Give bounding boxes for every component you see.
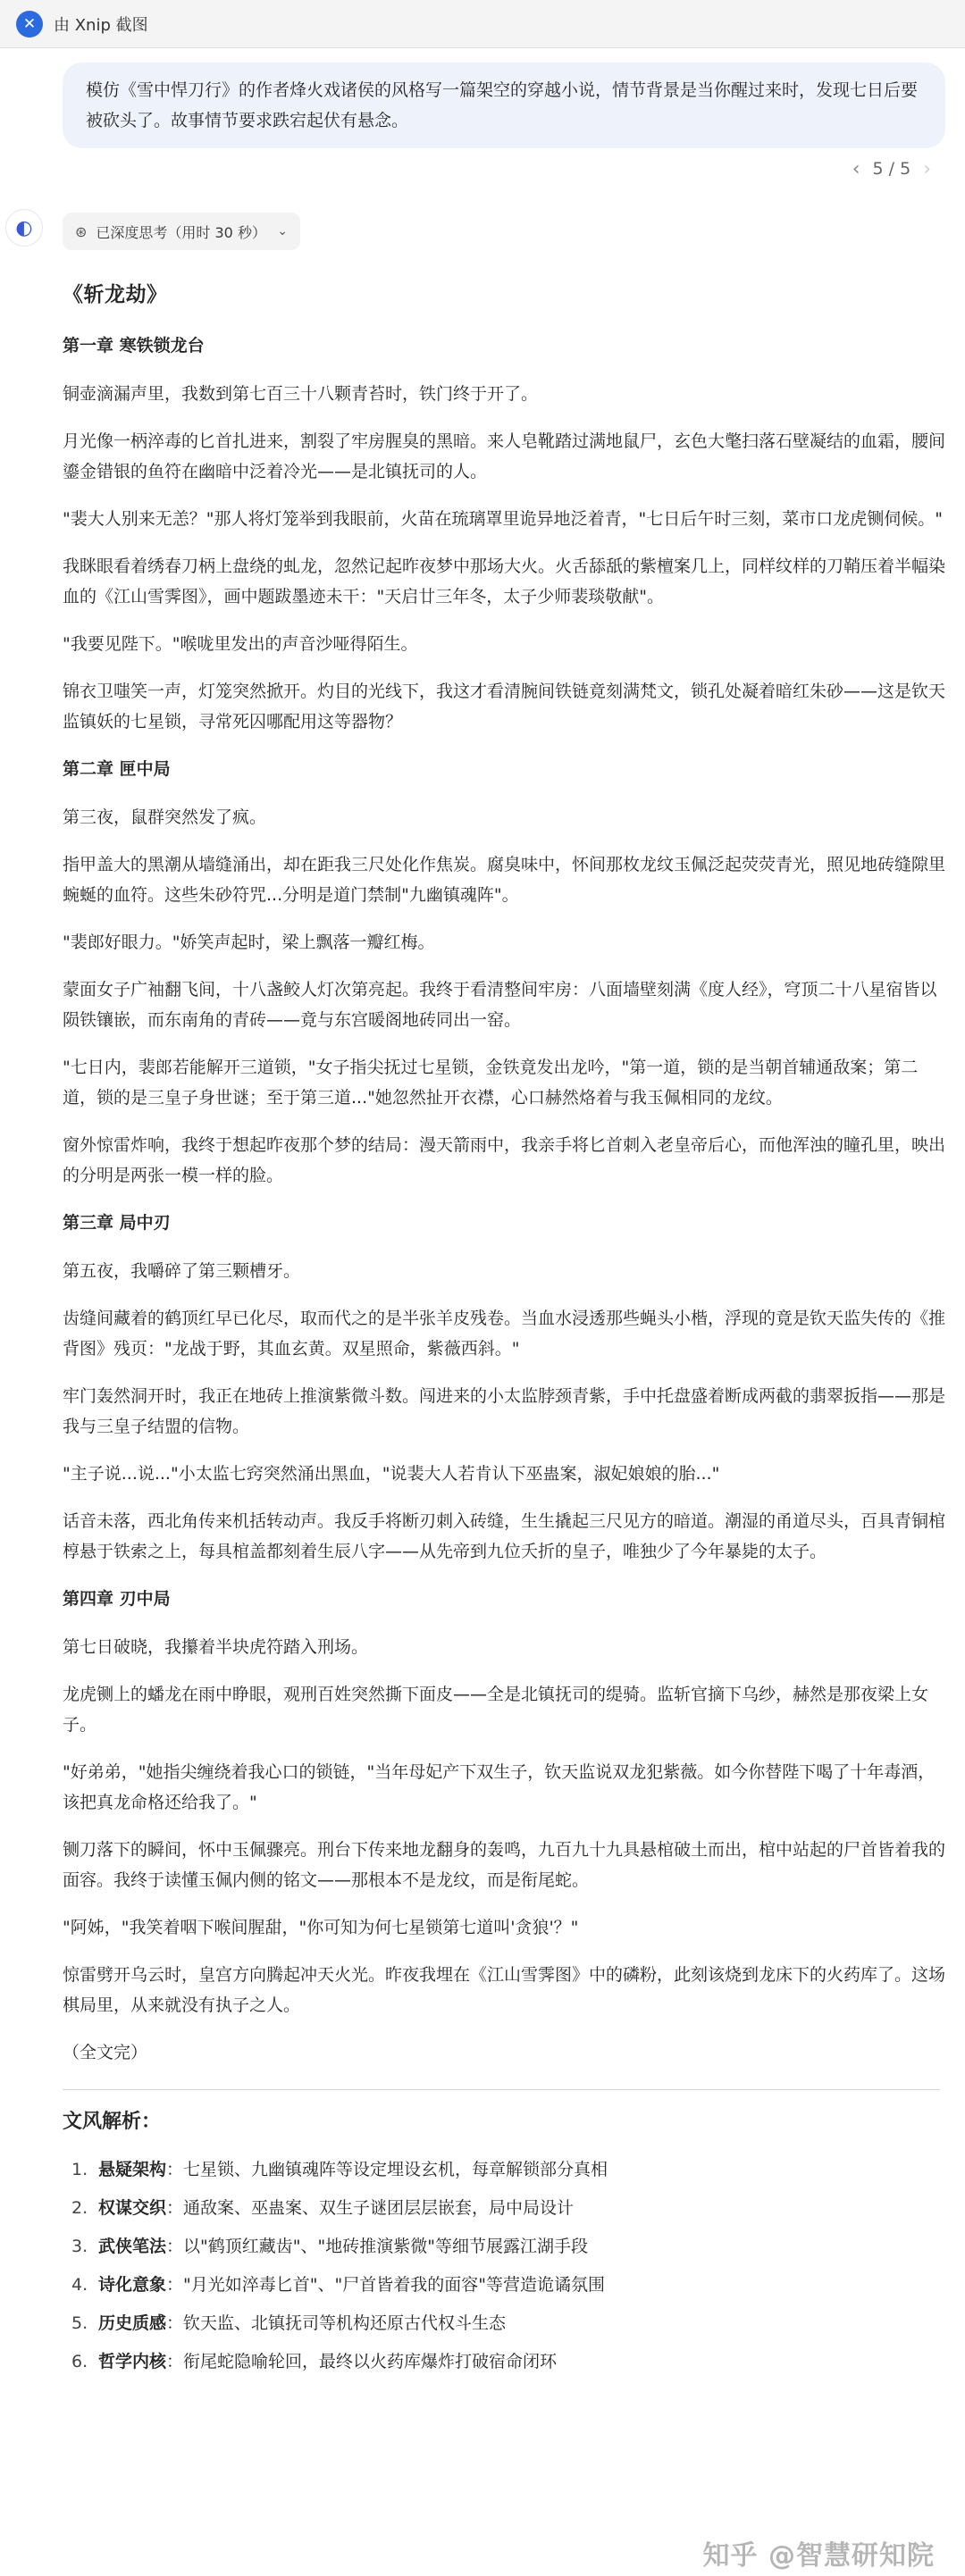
analysis-item-number: 1. bbox=[71, 2160, 88, 2179]
story-paragraph: 铜壶滴漏声里，我数到第七百三十八颗青苔时，铁门终于开了。 bbox=[63, 384, 539, 404]
analysis-item-key: 哲学内核 bbox=[98, 2352, 167, 2371]
story-paragraph: 惊雷劈开乌云时，皇宫方向腾起冲天火光。昨夜我埋在《江山雪霁图》中的磷粉，此刻该烧到龙床下的火药库了。这场棋局里，从来就没有执子之人。 bbox=[63, 1965, 946, 2015]
story-paragraph: 第七日破晓，我攥着半块虎符踏入刑场。 bbox=[63, 1637, 369, 1657]
assistant-avatar bbox=[5, 209, 43, 247]
window-title: 由 Xnip 截图 bbox=[54, 15, 148, 35]
analysis-item-number: 2. bbox=[71, 2198, 88, 2218]
story-paragraph: "主子说...说..."小太监七窍突然涌出黑血，"说裴大人若肯认下巫蛊案，淑妃娘娘的胎..." bbox=[63, 1464, 720, 1484]
end-note: （全文完） bbox=[63, 2043, 148, 2062]
analysis-item-body bbox=[98, 2266, 605, 2304]
analysis-item-body bbox=[98, 2304, 506, 2343]
thinking-label: 已深度思考（用时 30 秒） bbox=[96, 223, 266, 241]
story-paragraph: 指甲盖大的黑潮从墙缝涌出，却在距我三尺处化作焦炭。腐臭味中，怀间那枚龙纹玉佩泛起荧荧青光，照见地砖缝隙里蜿蜒的血符。这些朱砂符咒...分明是道门禁制"九幽镇魂阵"。 bbox=[63, 855, 946, 905]
story-title: 《斩龙劫》 bbox=[63, 283, 168, 306]
analysis-item-text: ：以"鹤顶红藏齿"、"地砖推演紫微"等细节展露江湖手段 bbox=[166, 2237, 588, 2256]
analysis-item bbox=[63, 2151, 947, 2189]
story-paragraph: "裴大人别来无恙？"那人将灯笼举到我眼前，火苗在琉璃罩里诡异地泛着青，"七日后午时三刻，菜市口龙虎铡伺候。" bbox=[63, 509, 943, 529]
story-paragraph: "阿姊，"我笑着咽下喉间腥甜，"你可知为何七星锁第七道叫'贪狼'？" bbox=[63, 1918, 579, 1937]
whale-logo-icon: ◐ bbox=[15, 216, 33, 239]
story-paragraph: 我眯眼看着绣春刀柄上盘绕的虬龙，忽然记起昨夜梦中那场大火。火舌舔舐的紫檀案几上，同样纹样的刀鞘压着半幅染血的《江山雪霁图》，画中题跋墨迹未干："天启廿三年冬，太子少师裴琰敬献"。 bbox=[63, 556, 946, 606]
xnip-icon: ✕ bbox=[16, 11, 43, 38]
story-paragraph: 第五夜，我嚼碎了第三颗槽牙。 bbox=[63, 1261, 301, 1281]
analysis-item bbox=[63, 2266, 947, 2304]
analysis-item-body bbox=[98, 2151, 608, 2189]
story-paragraph: "好弟弟，"她指尖缠绕着我心口的锁链，"当年母妃产下双生子，钦天监说双龙犯紫薇。如今你替陛下喝了十年毒酒，该把真龙命格还给我了。" bbox=[63, 1762, 936, 1812]
user-prompt-text: 模仿《雪中悍刀行》的作者烽火戏诸侯的风格写一篇架空的穿越小说，情节背景是当你醒过来时，发现七日后要被砍头了。故事情节要求跌宕起伏有悬念。 bbox=[86, 80, 919, 130]
analysis-item-body bbox=[98, 2343, 557, 2381]
analysis-item-body bbox=[98, 2228, 588, 2266]
divider bbox=[63, 2089, 940, 2090]
story-paragraph: 齿缝间藏着的鹤顶红早已化尽，取而代之的是半张羊皮残卷。当血水浸透那些蝇头小楷，浮现的竟是钦天监失传的《推背图》残页："龙战于野，其血玄黄。双星照命，紫薇西斜。" bbox=[63, 1309, 946, 1359]
story-paragraph: 蒙面女子广袖翻飞间，十八盏鲛人灯次第亮起。我终于看清整间牢房：八面墙壁刻满《度人经》，穹顶二十八星宿皆以陨铁镶嵌，而东南角的青砖——竟与东宫暖阁地砖同出一窑。 bbox=[63, 980, 937, 1030]
chapter-heading: 第四章 刃中局 bbox=[63, 1589, 171, 1609]
analysis-item-number: 6. bbox=[71, 2352, 88, 2371]
analysis-item-number: 5. bbox=[71, 2313, 88, 2333]
chapter-heading: 第三章 局中刃 bbox=[63, 1213, 171, 1233]
story-paragraph: 窗外惊雷炸响，我终于想起昨夜那个梦的结局：漫天箭雨中，我亲手将匕首刺入老皇帝后心，而他浑浊的瞳孔里，映出的分明是两张一模一样的脸。 bbox=[63, 1135, 946, 1185]
response-pager bbox=[852, 157, 931, 180]
analysis-item-key: 悬疑架构 bbox=[98, 2160, 167, 2179]
analysis-item-text: ：钦天监、北镇抚司等机构还原古代权斗生态 bbox=[166, 2313, 507, 2333]
story-paragraph: "我要见陛下。"喉咙里发出的声音沙哑得陌生。 bbox=[63, 634, 418, 654]
atom-icon: ⊛ bbox=[75, 222, 88, 240]
pager-label: 5 / 5 bbox=[872, 159, 911, 179]
analysis-item-text: ：七星锁、九幽镇魂阵等设定埋设玄机，每章解锁部分真相 bbox=[166, 2160, 608, 2179]
chevron-right-icon[interactable]: › bbox=[923, 157, 931, 180]
analysis-item bbox=[63, 2189, 947, 2228]
chevron-left-icon[interactable]: ‹ bbox=[852, 157, 860, 180]
story-paragraph: 话音未落，西北角传来机括转动声。我反手将断刃刺入砖缝，生生撬起三尺见方的暗道。潮湿的甬道尽头，百具青铜棺椁悬于铁索之上，每具棺盖都刻着生辰八字——从先帝到九位夭折的皇子，唯独少了今年暴毙的太子。 bbox=[63, 1511, 946, 1561]
story-paragraph: "七日内，裴郎若能解开三道锁，"女子指尖抚过七星锁，金铁竟发出龙吟，"第一道，锁的是当朝首辅通敌案；第二道，锁的是三皇子身世谜；至于第三道..."她忽然扯开衣襟，心口赫然烙着与我玉佩相同的龙纹。 bbox=[63, 1058, 919, 1108]
analysis-item-text: ：衔尾蛇隐喻轮回，最终以火药库爆炸打破宿命闭环 bbox=[166, 2352, 558, 2371]
deep-thinking-toggle[interactable] bbox=[63, 213, 300, 250]
story-paragraph: 第三夜，鼠群突然发了疯。 bbox=[63, 807, 267, 827]
analysis-item bbox=[63, 2304, 947, 2343]
chapter-heading: 第一章 寒铁锁龙台 bbox=[63, 336, 205, 355]
story-paragraph: 龙虎铡上的蟠龙在雨中睁眼，观刑百姓突然撕下面皮——全是北镇抚司的缇骑。监斩官摘下乌纱，赫然是那夜梁上女子。 bbox=[63, 1685, 929, 1735]
analysis-item-text: ："月光如淬毒匕首"、"尸首皆着我的面容"等营造诡谲氛围 bbox=[166, 2275, 605, 2295]
analysis-list bbox=[63, 2151, 947, 2381]
analysis-item-text: ：通敌案、巫蛊案、双生子谜团层层嵌套，局中局设计 bbox=[166, 2198, 575, 2218]
analysis-item-key: 武侠笔法 bbox=[98, 2237, 167, 2256]
analysis-item-body bbox=[98, 2189, 574, 2228]
chevron-down-icon: ⌄ bbox=[277, 224, 288, 238]
analysis-item-key: 诗化意象 bbox=[98, 2275, 167, 2295]
analysis-item-key: 历史质感 bbox=[98, 2313, 167, 2333]
assistant-response bbox=[63, 277, 947, 2381]
title-bar bbox=[0, 0, 965, 48]
story-paragraph: 铡刀落下的瞬间，怀中玉佩骤亮。刑台下传来地龙翻身的轰鸣，九百九十九具悬棺破土而出，棺中站起的尸首皆着我的面容。我终于读懂玉佩内侧的铭文——那根本不是龙纹，而是衔尾蛇。 bbox=[63, 1840, 946, 1890]
chapter-heading: 第二章 匣中局 bbox=[63, 759, 171, 779]
story-paragraph: 锦衣卫嗤笑一声，灯笼突然掀开。灼目的光线下，我这才看清腕间铁链竟刻满梵文，锁孔处凝着暗红朱砂——这是钦天监镇妖的七星锁，寻常死囚哪配用这等器物？ bbox=[63, 682, 946, 732]
zhihu-watermark: 知乎 @智慧研知院 bbox=[702, 2540, 935, 2572]
story-paragraph: "裴郎好眼力。"娇笑声起时，梁上飘落一瓣红梅。 bbox=[63, 933, 435, 952]
analysis-item bbox=[63, 2343, 947, 2381]
analysis-item-number: 4. bbox=[71, 2275, 88, 2295]
analysis-item bbox=[63, 2228, 947, 2266]
story-paragraph: 月光像一柄淬毒的匕首扎进来，割裂了牢房腥臭的黑暗。来人皂靴踏过满地鼠尸，玄色大氅扫落石壁凝结的血霜，腰间鎏金错银的鱼符在幽暗中泛着冷光——是北镇抚司的人。 bbox=[63, 431, 946, 481]
analysis-item-key: 权谋交织 bbox=[98, 2198, 167, 2218]
analysis-item-number: 3. bbox=[71, 2237, 88, 2256]
analysis-title: 文风解析： bbox=[63, 2111, 162, 2133]
story-chapters bbox=[63, 330, 947, 2020]
user-prompt-bubble bbox=[63, 63, 945, 148]
story-paragraph: 牢门轰然洞开时，我正在地砖上推演紫微斗数。闯进来的小太监脖颈青紫，手中托盘盛着断成两截的翡翠扳指——那是我与三皇子结盟的信物。 bbox=[63, 1386, 946, 1436]
